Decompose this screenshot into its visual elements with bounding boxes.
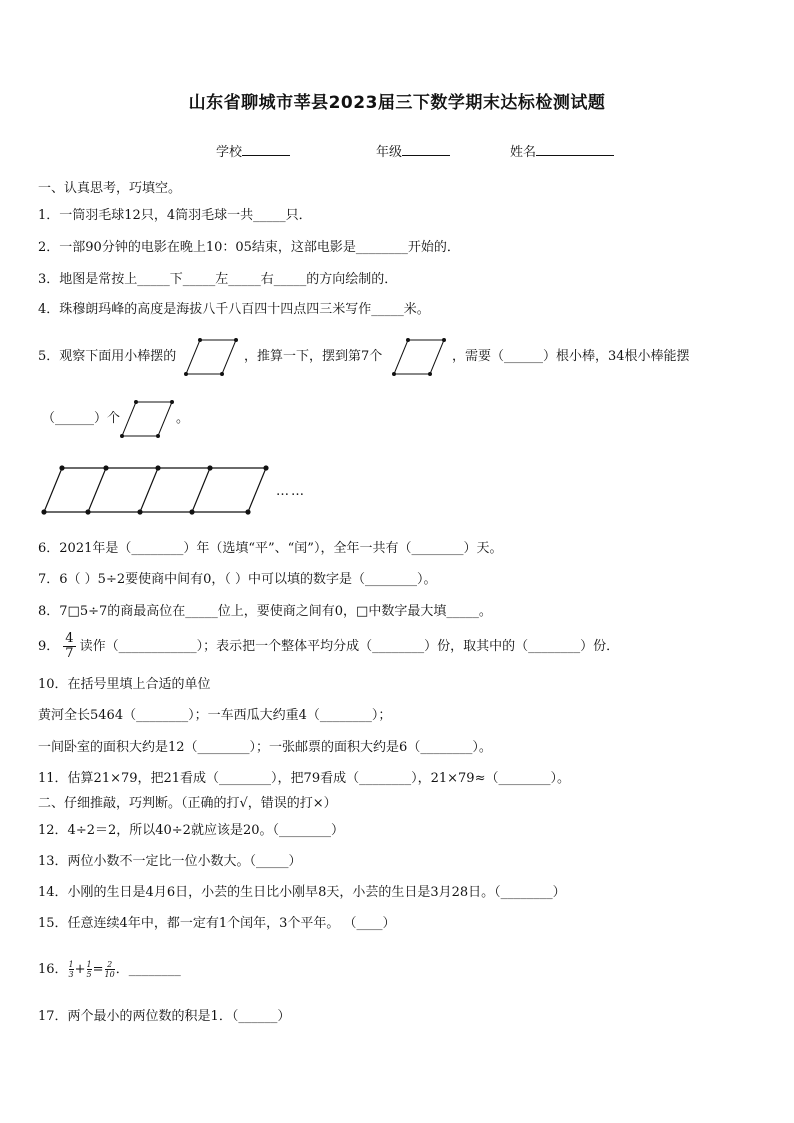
question-5-part5: 。 (176, 411, 190, 426)
question-17: 17．两个最小的两位数的积是1．（______） (38, 1009, 291, 1024)
question-2: 2．一部90分钟的电影在晚上10：05结束，这部电影是________开始的． (38, 240, 460, 255)
name-field (510, 141, 614, 160)
stick-pattern-figure (44, 464, 274, 516)
question-9 (38, 631, 619, 663)
fraction-numerator: 1 (68, 960, 74, 969)
question-16-number: 16． (38, 962, 68, 977)
question-9-number: 9． (38, 639, 60, 654)
fraction-one-fifth (87, 960, 92, 979)
pattern-unit-4 (192, 468, 266, 512)
question-5-part2: ，推算一下，摆到第7个 (244, 349, 383, 364)
question-16-blank: ．________ (115, 962, 181, 977)
pattern-unit-2 (88, 468, 158, 512)
school-field (216, 141, 290, 160)
fraction-denominator: 5 (86, 970, 92, 979)
question-13: 13．两位小数不一定比一位小数大。（_____） (38, 854, 302, 869)
question-7: 7．6（ ）5÷2要使商中间有0，（ ）中可以填的数字是（________）。 (38, 572, 437, 587)
parallelogram-icon (186, 336, 240, 378)
fraction-numerator: 4 (65, 631, 74, 646)
pattern-unit-3 (140, 468, 210, 512)
name-label: 姓名 (510, 145, 537, 160)
school-blank[interactable] (242, 142, 290, 156)
section-1-heading: 一、认真思考，巧填空。 (38, 181, 182, 196)
pattern-unit-1 (44, 468, 106, 512)
pattern-continuation-dots: …… (276, 484, 306, 499)
fraction-numerator: 2 (105, 960, 115, 970)
school-label: 学校 (216, 145, 243, 160)
grade-label: 年级 (376, 145, 403, 160)
parallelogram-icon (122, 398, 176, 440)
question-1: 1．一筒羽毛球12只，4筒羽毛球一共_____只． (38, 208, 312, 223)
question-5-part1: 5．观察下面用小棒摆的 (38, 349, 177, 364)
parallelogram-icon (394, 336, 448, 378)
question-10-line-a: 黄河全长5464（________）；一车西瓜大约重4（________）； (38, 708, 392, 723)
name-blank[interactable] (536, 142, 614, 156)
fraction-two-tenths (105, 960, 115, 979)
question-12: 12．4÷2＝2，所以40÷2就应该是20。（________） (38, 823, 344, 838)
document-title: 山东省聊城市莘县2023届三下数学期末达标检测试题 (188, 93, 606, 113)
grade-field (376, 141, 450, 160)
question-5-part4: （______）个 (42, 411, 121, 426)
question-8: 8．7□5÷7的商最高位在_____位上，要使商之间有0，□中数字最大填_____。 (38, 604, 492, 619)
question-3: 3．地图是常按上_____下_____左_____右_____的方向绘制的． (38, 272, 398, 287)
fraction-denominator: 3 (68, 970, 74, 979)
grade-blank[interactable] (402, 142, 450, 156)
question-4: 4．珠穆朗玛峰的高度是海拔八千八百四十四点四三米写作_____米。 (38, 302, 430, 317)
question-16 (38, 956, 181, 984)
fraction-one-third (69, 960, 74, 979)
question-11: 11．估算21×79，把21看成（________），把79看成（________），21×79≈（________）。 (38, 771, 570, 786)
question-6: 6．2021年是（________）年（选填“平”、“闰”），全年一共有（________）天。 (38, 541, 503, 556)
section-2-heading: 二、仔细推敲，巧判断。（正确的打√，错误的打×） (38, 796, 337, 811)
plus-sign: + (74, 962, 86, 977)
question-15: 15．任意连续4年中，都一定有1个闰年，3个平年。 （____） (38, 916, 396, 931)
question-14: 14．小刚的生日是4月6日，小芸的生日比小刚早8天，小芸的生日是3月28日。（________） (38, 885, 566, 900)
equals-sign: = (92, 962, 104, 977)
question-9-text: 读作（____________）；表示把一个整体平均分成（________）份，取其中的（________）份． (79, 639, 620, 654)
question-10: 10．在括号里填上合适的单位 (38, 677, 211, 692)
question-5-part3: ，需要（______）根小棒，34根小棒能摆 (452, 349, 690, 364)
question-10-line-b: 一间卧室的面积大约是12（________）；一张邮票的面积大约是6（________）。 (38, 740, 492, 755)
fraction-four-sevenths (63, 632, 75, 661)
fraction-denominator: 10 (104, 970, 115, 979)
fraction-numerator: 1 (86, 960, 92, 969)
fraction-denominator: 7 (65, 646, 74, 661)
